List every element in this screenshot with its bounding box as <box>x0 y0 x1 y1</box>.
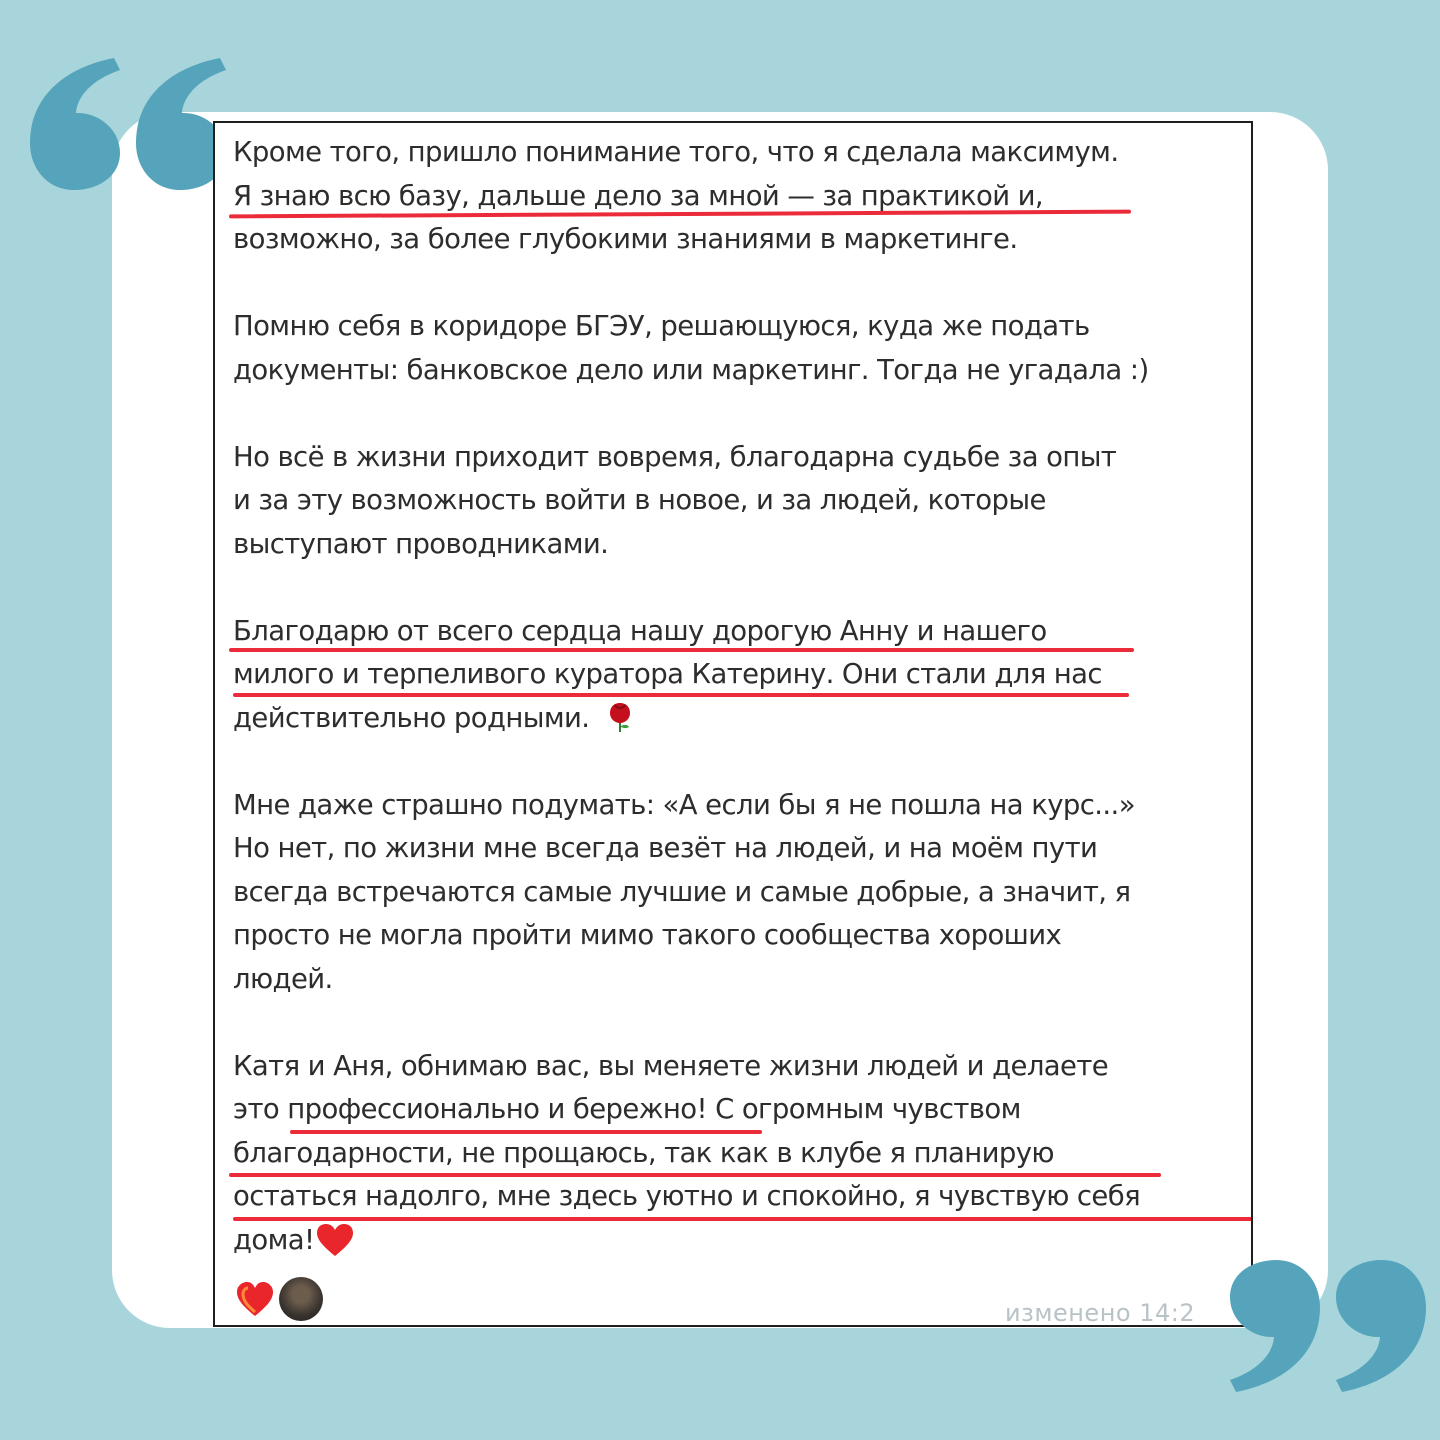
avatar[interactable] <box>279 1277 323 1321</box>
heart-reaction-icon[interactable] <box>235 1280 275 1318</box>
text-line: милого и терпеливого куратора Катерину. Они стали для нас <box>233 658 1102 690</box>
text-line: Кроме того, пришло понимание того, что я сделала максимум. <box>233 136 1119 168</box>
paragraph-5 <box>233 784 1248 1002</box>
open-quote-icon <box>30 56 226 190</box>
text-line: Мне даже страшно подумать: «А если бы я не пошла на курс...» <box>233 788 1135 821</box>
text-line: Но всё в жизни приходит вовремя, благодарна судьбе за опыт <box>233 440 1117 473</box>
highlight-underline <box>233 1217 1253 1221</box>
paragraph-6 <box>233 1045 1248 1263</box>
text-line: дома! <box>233 1223 315 1256</box>
text-line: возможно, за более глубокими знаниями в маркетинге. <box>233 223 1018 255</box>
close-quote-icon <box>1230 1260 1426 1394</box>
highlight-underline <box>233 693 1129 697</box>
text-line: благодарности, не прощаюсь, так как в клубе я планирую <box>233 1136 1054 1169</box>
text-line: Я знаю всю базу, дальше дело за мной — за практикой и, <box>233 179 1044 212</box>
text-line: выступают проводниками. <box>233 527 609 560</box>
text-line: Катя и Аня, обнимаю вас, вы меняете жизни людей и делаете <box>233 1049 1109 1082</box>
text-line: Но нет, по жизни мне всегда везёт на людей, и на моём пути <box>233 832 1098 864</box>
red-heart-emoji-icon <box>316 1223 354 1257</box>
text-line: просто не могла пройти мимо такого сообщества хороших <box>233 919 1062 951</box>
rose-emoji-icon <box>607 699 633 733</box>
text-line: действительно родными. <box>233 701 590 734</box>
paragraph-4 <box>233 610 1248 741</box>
reactions-bar[interactable] <box>235 1277 323 1321</box>
text-line-with-emoji <box>233 697 1248 741</box>
paragraph-1 <box>233 131 1248 262</box>
text-line: документы: банковское дело или маркетинг. Тогда не угадала :) <box>233 353 1149 386</box>
text-line: это профессионально и бережно! С огромным чувством <box>233 1093 1021 1125</box>
paragraph-2 <box>233 305 1248 392</box>
text-line: Помню себя в коридоре БГЭУ, решающуюся, куда же подать <box>233 310 1090 342</box>
text-line: и за эту возможность войти в новое, и за людей, которые <box>233 484 1046 516</box>
paragraph-3 <box>233 436 1248 567</box>
text-line-with-emoji <box>233 1219 1248 1263</box>
edited-timestamp: изменено 14:2 <box>1005 1299 1196 1327</box>
text-line: остаться надолго, мне здесь уютно и спокойно, я чувствую себя <box>233 1180 1141 1212</box>
highlight-underline <box>229 648 1134 652</box>
text-line: Благодарю от всего сердца нашу дорогую Анну и нашего <box>233 614 1047 647</box>
text-line: всегда встречаются самые лучшие и самые добрые, а значит, я <box>233 875 1131 908</box>
message-screenshot <box>213 121 1253 1327</box>
highlight-underline <box>290 1130 762 1134</box>
highlight-underline <box>229 1173 1161 1177</box>
text-line: людей. <box>233 962 333 995</box>
